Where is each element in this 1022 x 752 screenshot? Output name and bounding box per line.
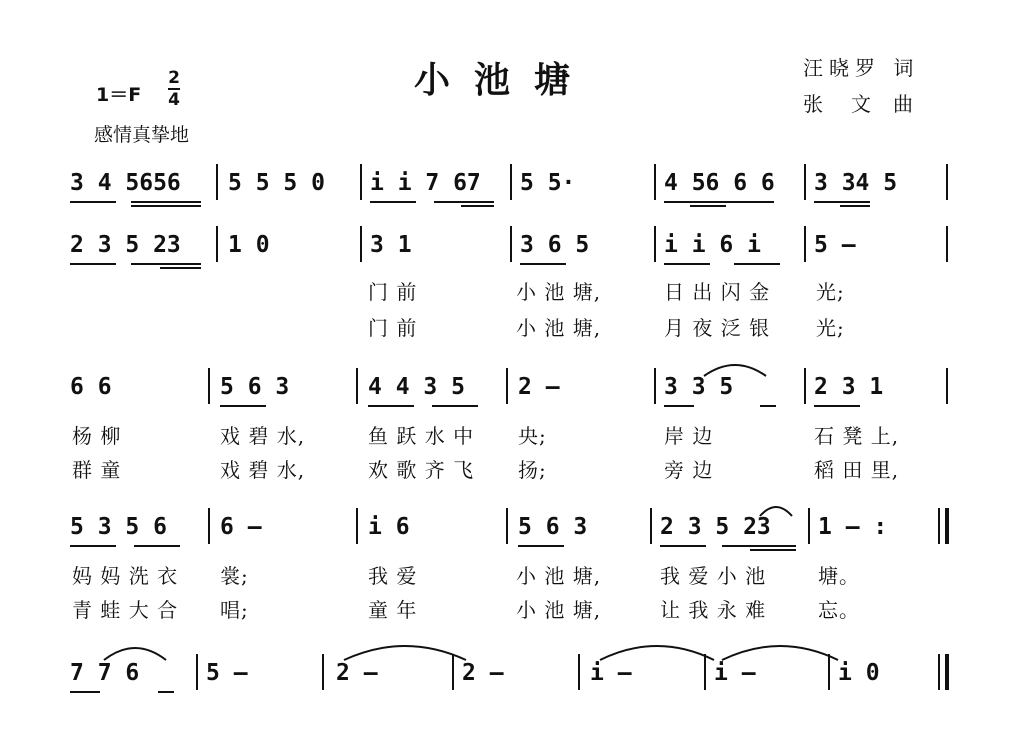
barline: [578, 654, 580, 690]
final-barline-thick: [945, 654, 949, 690]
measure: 4 56 6 6: [664, 170, 775, 196]
underline-beam: [160, 267, 201, 269]
barline: [506, 508, 508, 544]
tempo-marking: 感情真挚地: [94, 124, 190, 146]
underline-beam: [432, 405, 478, 407]
measure: i –: [590, 660, 632, 686]
measure: 6 –: [220, 514, 262, 540]
barline: [208, 368, 210, 404]
lyric: 小 池 塘,: [516, 598, 602, 622]
measure: 1 0: [228, 232, 270, 258]
underline-beam: [158, 691, 174, 693]
score-line-3: [0, 374, 1022, 404]
underline-beam: [70, 263, 116, 265]
underline-beam: [722, 545, 796, 547]
barline: [804, 164, 806, 200]
lyric: 光;: [816, 316, 845, 340]
lyric: 小 池 塘,: [516, 280, 602, 304]
measure: 3 34 5: [814, 170, 898, 196]
tie-arc: [100, 640, 170, 662]
underline-beam: [734, 263, 780, 265]
meter-bottom: 4: [168, 90, 180, 110]
lyric: 塘。: [818, 564, 860, 588]
underline-beam: [760, 405, 776, 407]
measure: 2 –: [518, 374, 560, 400]
barline: [804, 226, 806, 262]
barline: [510, 164, 512, 200]
page-title: 小池塘: [414, 60, 595, 101]
score-line-1: [0, 170, 1022, 200]
lyric-verse-1: [0, 560, 1022, 588]
lyric: 妈 妈 洗 衣: [72, 564, 179, 588]
underline-beam: [660, 545, 706, 547]
underline-beam: [518, 545, 564, 547]
lyric-verse-2: [0, 454, 1022, 482]
lyric: 稻 田 里,: [814, 458, 900, 482]
lyric: 欢 歌 齐 飞: [368, 458, 475, 482]
measure: 3 1: [370, 232, 412, 258]
lyric-verse-1: [0, 276, 1022, 304]
lyric: 戏 碧 水,: [220, 424, 306, 448]
measure: 2 3 1: [814, 374, 884, 400]
barline: [196, 654, 198, 690]
measure: i 6: [368, 514, 410, 540]
measure: 5 5 5 0: [228, 170, 325, 196]
measure: 2 3 5 23: [70, 232, 181, 258]
measure: i i 7 67: [370, 170, 481, 196]
meter-top: 2: [168, 68, 180, 88]
measure: 1 – :: [818, 514, 888, 540]
key-signature: 1＝F: [96, 84, 142, 106]
barline: [654, 164, 656, 200]
underline-beam: [840, 205, 870, 207]
lyric: 小 池 塘,: [516, 316, 602, 340]
lyric: 扬;: [518, 458, 547, 482]
measure: 2 3 5 23: [660, 514, 771, 540]
measure: 7 7 6: [70, 660, 140, 686]
underline-beam: [434, 201, 494, 203]
barline: [356, 368, 358, 404]
barline: [322, 654, 324, 690]
lyric: 光;: [816, 280, 845, 304]
barline: [804, 368, 806, 404]
measure: 6 6: [70, 374, 112, 400]
lyric: 门 前: [368, 316, 418, 340]
measure: 2 –: [336, 660, 378, 686]
composer-credit: [803, 88, 935, 117]
measure: i i 6 i: [664, 232, 761, 258]
lyric: 鱼 跃 水 中: [368, 424, 475, 448]
underline-beam: [368, 405, 414, 407]
barline: [946, 368, 948, 404]
lyric: 让 我 永 难: [660, 598, 767, 622]
slur-arc: [756, 500, 796, 518]
lyric: 我 爱 小 池: [660, 564, 767, 588]
barline: [808, 508, 810, 544]
underline-beam: [134, 545, 180, 547]
barline: [510, 226, 512, 262]
lyric: 群 童: [72, 458, 122, 482]
barline: [654, 226, 656, 262]
measure: i –: [714, 660, 756, 686]
tie-arc: [718, 640, 842, 662]
lyric: 岸 边: [664, 424, 714, 448]
measure: 5 6 3: [220, 374, 290, 400]
measure: 5 –: [206, 660, 248, 686]
score-line-5: [0, 660, 1022, 690]
lyric: 青 蛙 大 合: [72, 598, 179, 622]
lyric-verse-2: [0, 594, 1022, 622]
lyric-verse-1: [0, 420, 1022, 448]
composer-name-rest: 文曲: [851, 92, 935, 116]
lyric: 戏 碧 水,: [220, 458, 306, 482]
lyric: 央;: [518, 424, 547, 448]
barline: [356, 508, 358, 544]
lyric: 小 池 塘,: [516, 564, 602, 588]
cropped-lyric-fade: [70, 698, 970, 752]
underline-beam: [70, 545, 116, 547]
tie-arc: [596, 640, 718, 662]
underline-beam: [131, 205, 201, 207]
measure: 5 6 3: [518, 514, 588, 540]
lyric: 门 前: [368, 280, 418, 304]
measure: 4 4 3 5: [368, 374, 465, 400]
underline-beam: [690, 205, 726, 207]
underline-beam: [70, 201, 116, 203]
lyric: 我 爱: [368, 564, 418, 588]
composer-name-first: 张: [803, 92, 823, 116]
lyric: 童 年: [368, 598, 418, 622]
underline-beam: [370, 201, 416, 203]
underline-beam: [664, 263, 710, 265]
tie-arc: [340, 640, 470, 662]
barline: [946, 226, 948, 262]
underline-beam: [750, 549, 796, 551]
score-line-4: [0, 514, 1022, 544]
barline: [208, 508, 210, 544]
lyric: 唱;: [220, 598, 249, 622]
tie-arc: [700, 358, 770, 378]
barline: [216, 226, 218, 262]
underline-beam: [664, 201, 774, 203]
barline: [216, 164, 218, 200]
lyric: 旁 边: [664, 458, 714, 482]
barline: [650, 508, 652, 544]
underline-beam: [70, 691, 100, 693]
lyric: 忘。: [818, 598, 860, 622]
measure: 3 6 5: [520, 232, 590, 258]
underline-beam: [664, 405, 694, 407]
barline: [360, 164, 362, 200]
underline-beam: [814, 201, 870, 203]
lyric: 月 夜 泛 银: [664, 316, 771, 340]
underline-beam: [461, 205, 494, 207]
barline: [360, 226, 362, 262]
final-barline: [938, 654, 940, 690]
underline-beam: [131, 201, 201, 203]
measure: i 0: [838, 660, 880, 686]
underline-beam: [220, 405, 266, 407]
underline-beam: [131, 263, 201, 265]
measure: 5 3 5 6: [70, 514, 167, 540]
lyric: 杨 柳: [72, 424, 122, 448]
repeat-barline-thick: [945, 508, 949, 544]
measure: 3 3 5: [664, 374, 734, 400]
measure: 5 –: [814, 232, 856, 258]
underline-beam: [520, 263, 566, 265]
lyric: 石 凳 上,: [814, 424, 900, 448]
barline: [506, 368, 508, 404]
lyric-verse-2: [0, 312, 1022, 340]
lyric: 裳;: [220, 564, 249, 588]
time-signature: [166, 68, 182, 110]
measure: 3 4 5656: [70, 170, 181, 196]
underline-beam: [814, 405, 860, 407]
measure: 5 5·: [520, 170, 576, 196]
lyric: 日 出 闪 金: [664, 280, 771, 304]
barline: [946, 164, 948, 200]
repeat-barline: [938, 508, 940, 544]
barline: [654, 368, 656, 404]
lyricist-credit: 汪晓罗 词: [803, 56, 920, 80]
score-line-2: [0, 232, 1022, 262]
measure: 2 –: [462, 660, 504, 686]
